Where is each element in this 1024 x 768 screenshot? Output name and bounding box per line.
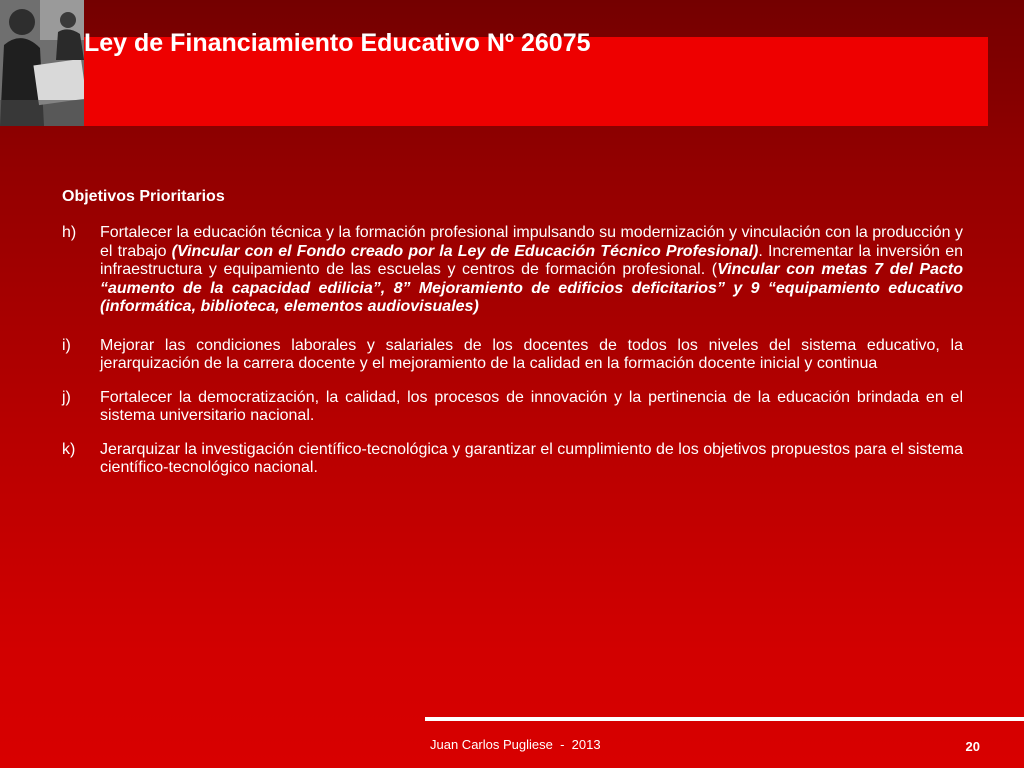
list-item-i	[62, 337, 963, 374]
list-marker: k)	[62, 440, 76, 458]
students-photo-graphic	[0, 0, 84, 126]
item-h-text-2: . Incrementar la inversión en infraestructura y equipamiento de las escuelas y centros de formación profesional. (	[100, 242, 964, 278]
item-h-emphasis-1: (Vincular con el Fondo creado por la Ley de Educación Técnico Profesional)	[171, 242, 759, 260]
students-photo	[0, 0, 84, 126]
item-h-text-1: Fortalecer la educación técnica y la formación profesional impulsando su modernización y vinculación con la producción y el trabajo	[100, 224, 963, 260]
section-heading: Objetivos Prioritarios	[62, 188, 225, 205]
slide-content	[62, 187, 963, 493]
item-h-emphasis-2: Vincular con metas 7 del Pacto “aumento de la capacidad edilicia”, 8” Mejoramiento de edificios deficitarios” y 9 “equipamiento educativo (informática, biblioteca, elementos audiovisuales)	[100, 261, 963, 315]
list-item-k	[62, 441, 963, 478]
list-item-j	[62, 389, 963, 426]
list-item-text: Jerarquizar la investigación científico-tecnológica y garantizar el cumplimiento de los objetivos propuestos para el sistema científico-tecnológico nacional.	[100, 440, 963, 476]
list-marker: i)	[62, 336, 71, 354]
list-marker: j)	[62, 388, 71, 406]
list-item-text: Fortalecer la democratización, la calidad, los procesos de innovación y la pertinencia de la educación brindada en el sistema universitario nacional.	[100, 388, 963, 424]
list-item-h	[62, 224, 963, 317]
slide-title: Ley de Financiamiento Educativo Nº 26075	[84, 29, 591, 57]
footer-divider	[425, 717, 1024, 721]
page-number: 20	[965, 739, 980, 754]
list-item-text: Mejorar las condiciones laborales y salariales de los docentes de todos los niveles del sistema educativo, la jerarquización de la carrera docente y el mejoramiento de la calidad en la formación docente inicial y continua	[100, 336, 963, 372]
list-item-text	[100, 224, 963, 317]
list-marker: h)	[62, 224, 77, 241]
footer-author: Juan Carlos Pugliese - 2013	[430, 737, 601, 752]
